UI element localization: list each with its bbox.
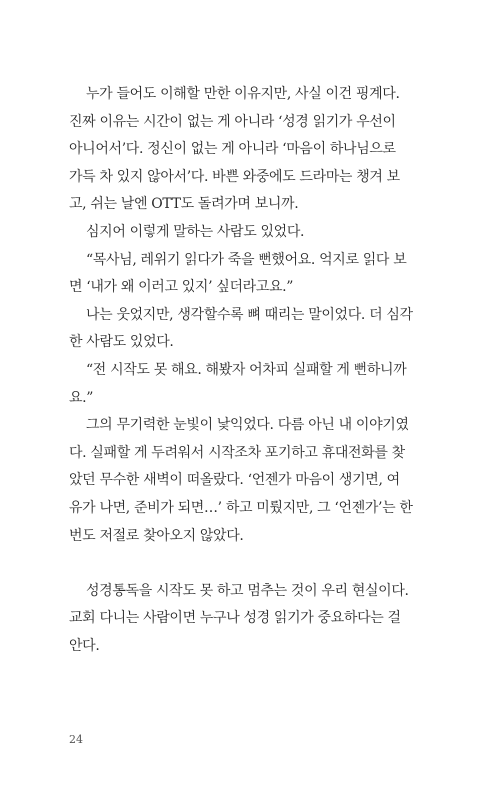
- text-line: 누가 들어도 이해할 만한 이유지만, 사실 이건 핑계다.: [86, 86, 400, 102]
- text-line: 다. 실패할 게 두려워서 시작조차 포기하고 휴대전화를 찾: [69, 444, 405, 461]
- text-line: 성경통독을 시작도 못 하고 멈추는 것이 우리 현실이다.: [86, 582, 409, 599]
- text-line: 번도 저절로 찾아오지 않았다.: [69, 527, 244, 544]
- body-text: [69, 81, 431, 660]
- text-line: 면 ‘내가 왜 이러고 있지’ 싶더라고요.”: [69, 279, 294, 296]
- paragraph: [69, 412, 431, 550]
- text-line: 아니어서’다. 정신이 없는 게 아니라 ‘마음이 하나님으로: [69, 141, 396, 158]
- paragraph: [69, 357, 431, 412]
- paragraph: [69, 578, 431, 661]
- paragraph: [69, 219, 431, 247]
- text-line: 가득 차 있지 않아서’다. 바쁜 와중에도 드라마는 챙겨 보: [69, 168, 400, 185]
- text-line: 교회 다니는 사람이면 누구나 성경 읽기가 중요하다는 걸: [69, 610, 401, 627]
- text-line: 나는 웃었지만, 생각할수록 뼈 때리는 말이었다. 더 심각: [86, 306, 413, 323]
- text-line: 유가 나면, 준비가 되면…’ 하고 미뤘지만, 그 ‘언젠가’는 한: [69, 499, 413, 516]
- text-line: 진짜 이유는 시간이 없는 게 아니라 ‘성경 읽기가 우선이: [69, 113, 396, 130]
- text-line: “전 시작도 못 해요. 해봤자 어차피 실패할 게 뻔하니까: [86, 361, 407, 378]
- page-number: 24: [69, 733, 83, 746]
- text-line: 한 사람도 있었다.: [69, 334, 174, 351]
- text-line: 그의 무기력한 눈빛이 낯익었다. 다름 아닌 내 이야기였: [86, 417, 409, 434]
- text-line: 요.”: [69, 389, 94, 406]
- paragraph: [69, 81, 431, 219]
- text-line: 고, 쉬는 날엔 OTT도 돌려가며 보니까.: [69, 196, 299, 213]
- section-break: [69, 550, 431, 578]
- paragraph: [69, 247, 431, 302]
- text-line: 았던 무수한 새벽이 떠올랐다. ‘언젠가 마음이 생기면, 여: [69, 472, 400, 489]
- text-line: 심지어 이렇게 말하는 사람도 있었다.: [86, 223, 305, 240]
- text-line: 안다.: [69, 637, 100, 654]
- paragraph: [69, 302, 431, 357]
- text-line: “목사님, 레위기 읽다가 죽을 뻔했어요. 억지로 읽다 보: [86, 251, 407, 268]
